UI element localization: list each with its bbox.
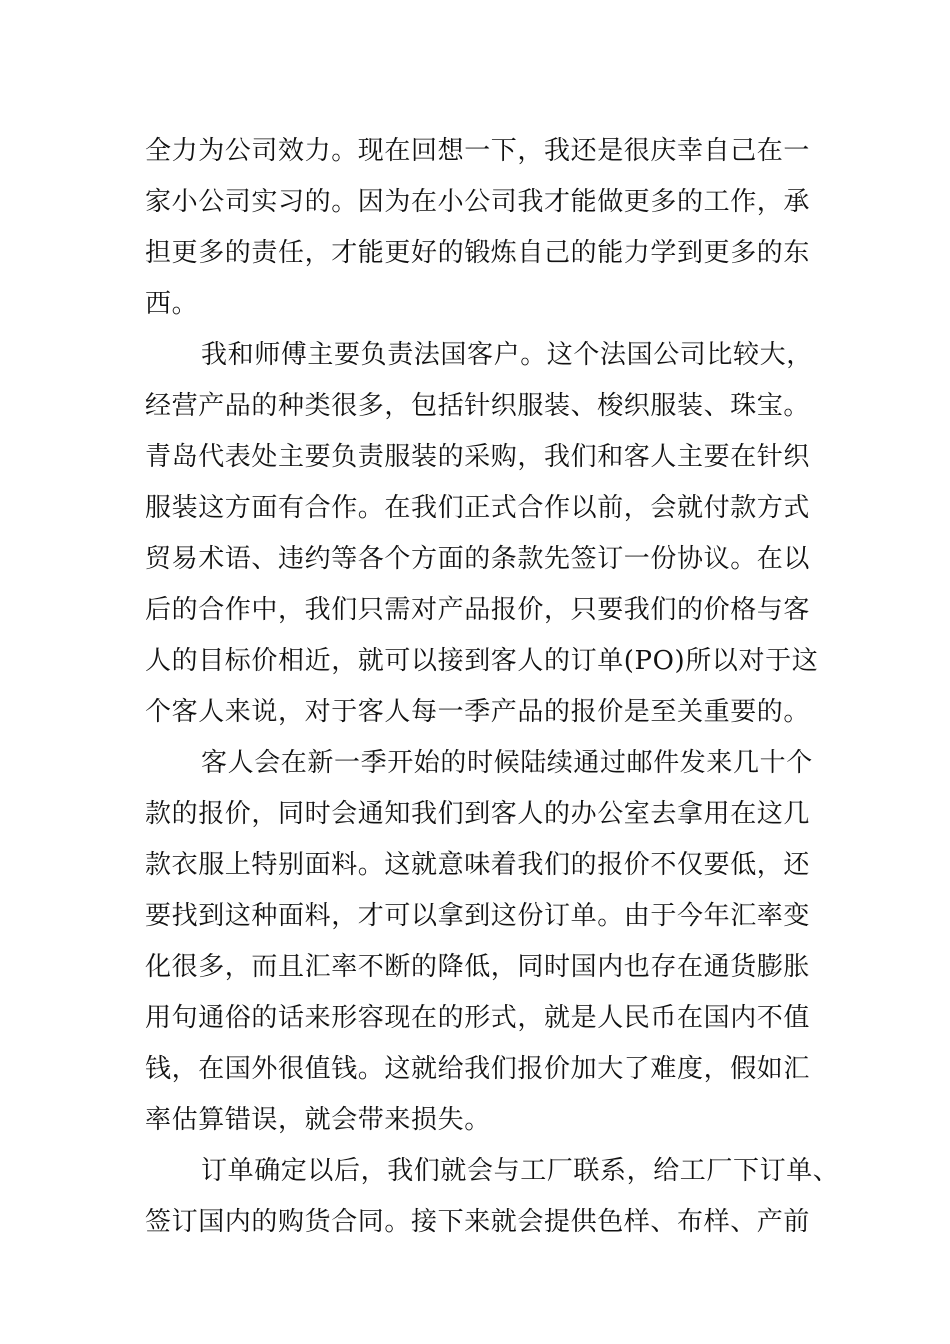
paragraph-start-line: 客人会在新一季开始的时候陆续通过邮件发来几十个: [201, 748, 813, 778]
paragraph-start-line: 订单确定以后，我们就会与工厂联系，给工厂下订单、: [201, 1156, 840, 1186]
text-line: 青岛代表处主要负责服装的采购，我们和客人主要在针织: [145, 442, 811, 472]
text-line: 家小公司实习的。因为在小公司我才能做更多的工作，承: [145, 187, 811, 217]
document-body: [145, 126, 840, 1248]
text-line: 西。: [145, 289, 199, 319]
text-line: 款衣服上特别面料。这就意味着我们的报价不仅要低，还: [145, 850, 811, 880]
text-line: 钱，在国外很值钱。这就给我们报价加大了难度，假如汇: [145, 1054, 811, 1084]
text-line: 要找到这种面料，才可以拿到这份订单。由于今年汇率变: [145, 901, 811, 931]
text-line: 个客人来说，对于客人每一季产品的报价是至关重要的。: [145, 697, 811, 727]
text-line: 经营产品的种类很多，包括针织服装、梭织服装、珠宝。: [145, 391, 811, 421]
text-line: 款的报价，同时会通知我们到客人的办公室去拿用在这几: [145, 799, 811, 829]
text-line: 贸易术语、违约等各个方面的条款先签订一份协议。在以: [145, 544, 811, 574]
text-line: 后的合作中，我们只需对产品报价，只要我们的价格与客: [145, 595, 811, 625]
text-line: 人的目标价相近，就可以接到客人的订单(PO)所以对于这: [145, 646, 819, 676]
text-line: 全力为公司效力。现在回想一下，我还是很庆幸自己在一: [145, 136, 811, 166]
text-line: 率估算错误，就会带来损失。: [145, 1105, 491, 1135]
text-line: 担更多的责任，才能更好的锻炼自己的能力学到更多的东: [145, 238, 811, 268]
text-line: 用句通俗的话来形容现在的形式，就是人民币在国内不值: [145, 1003, 811, 1033]
text-line: 服装这方面有合作。在我们正式合作以前，会就付款方式: [145, 493, 811, 523]
text-line: 签订国内的购货合同。接下来就会提供色样、布样、产前: [145, 1207, 811, 1237]
text-line: 化很多，而且汇率不断的降低，同时国内也存在通货膨胀: [145, 952, 811, 982]
paragraph-start-line: 我和师傅主要负责法国客户。这个法国公司比较大，: [201, 340, 813, 370]
